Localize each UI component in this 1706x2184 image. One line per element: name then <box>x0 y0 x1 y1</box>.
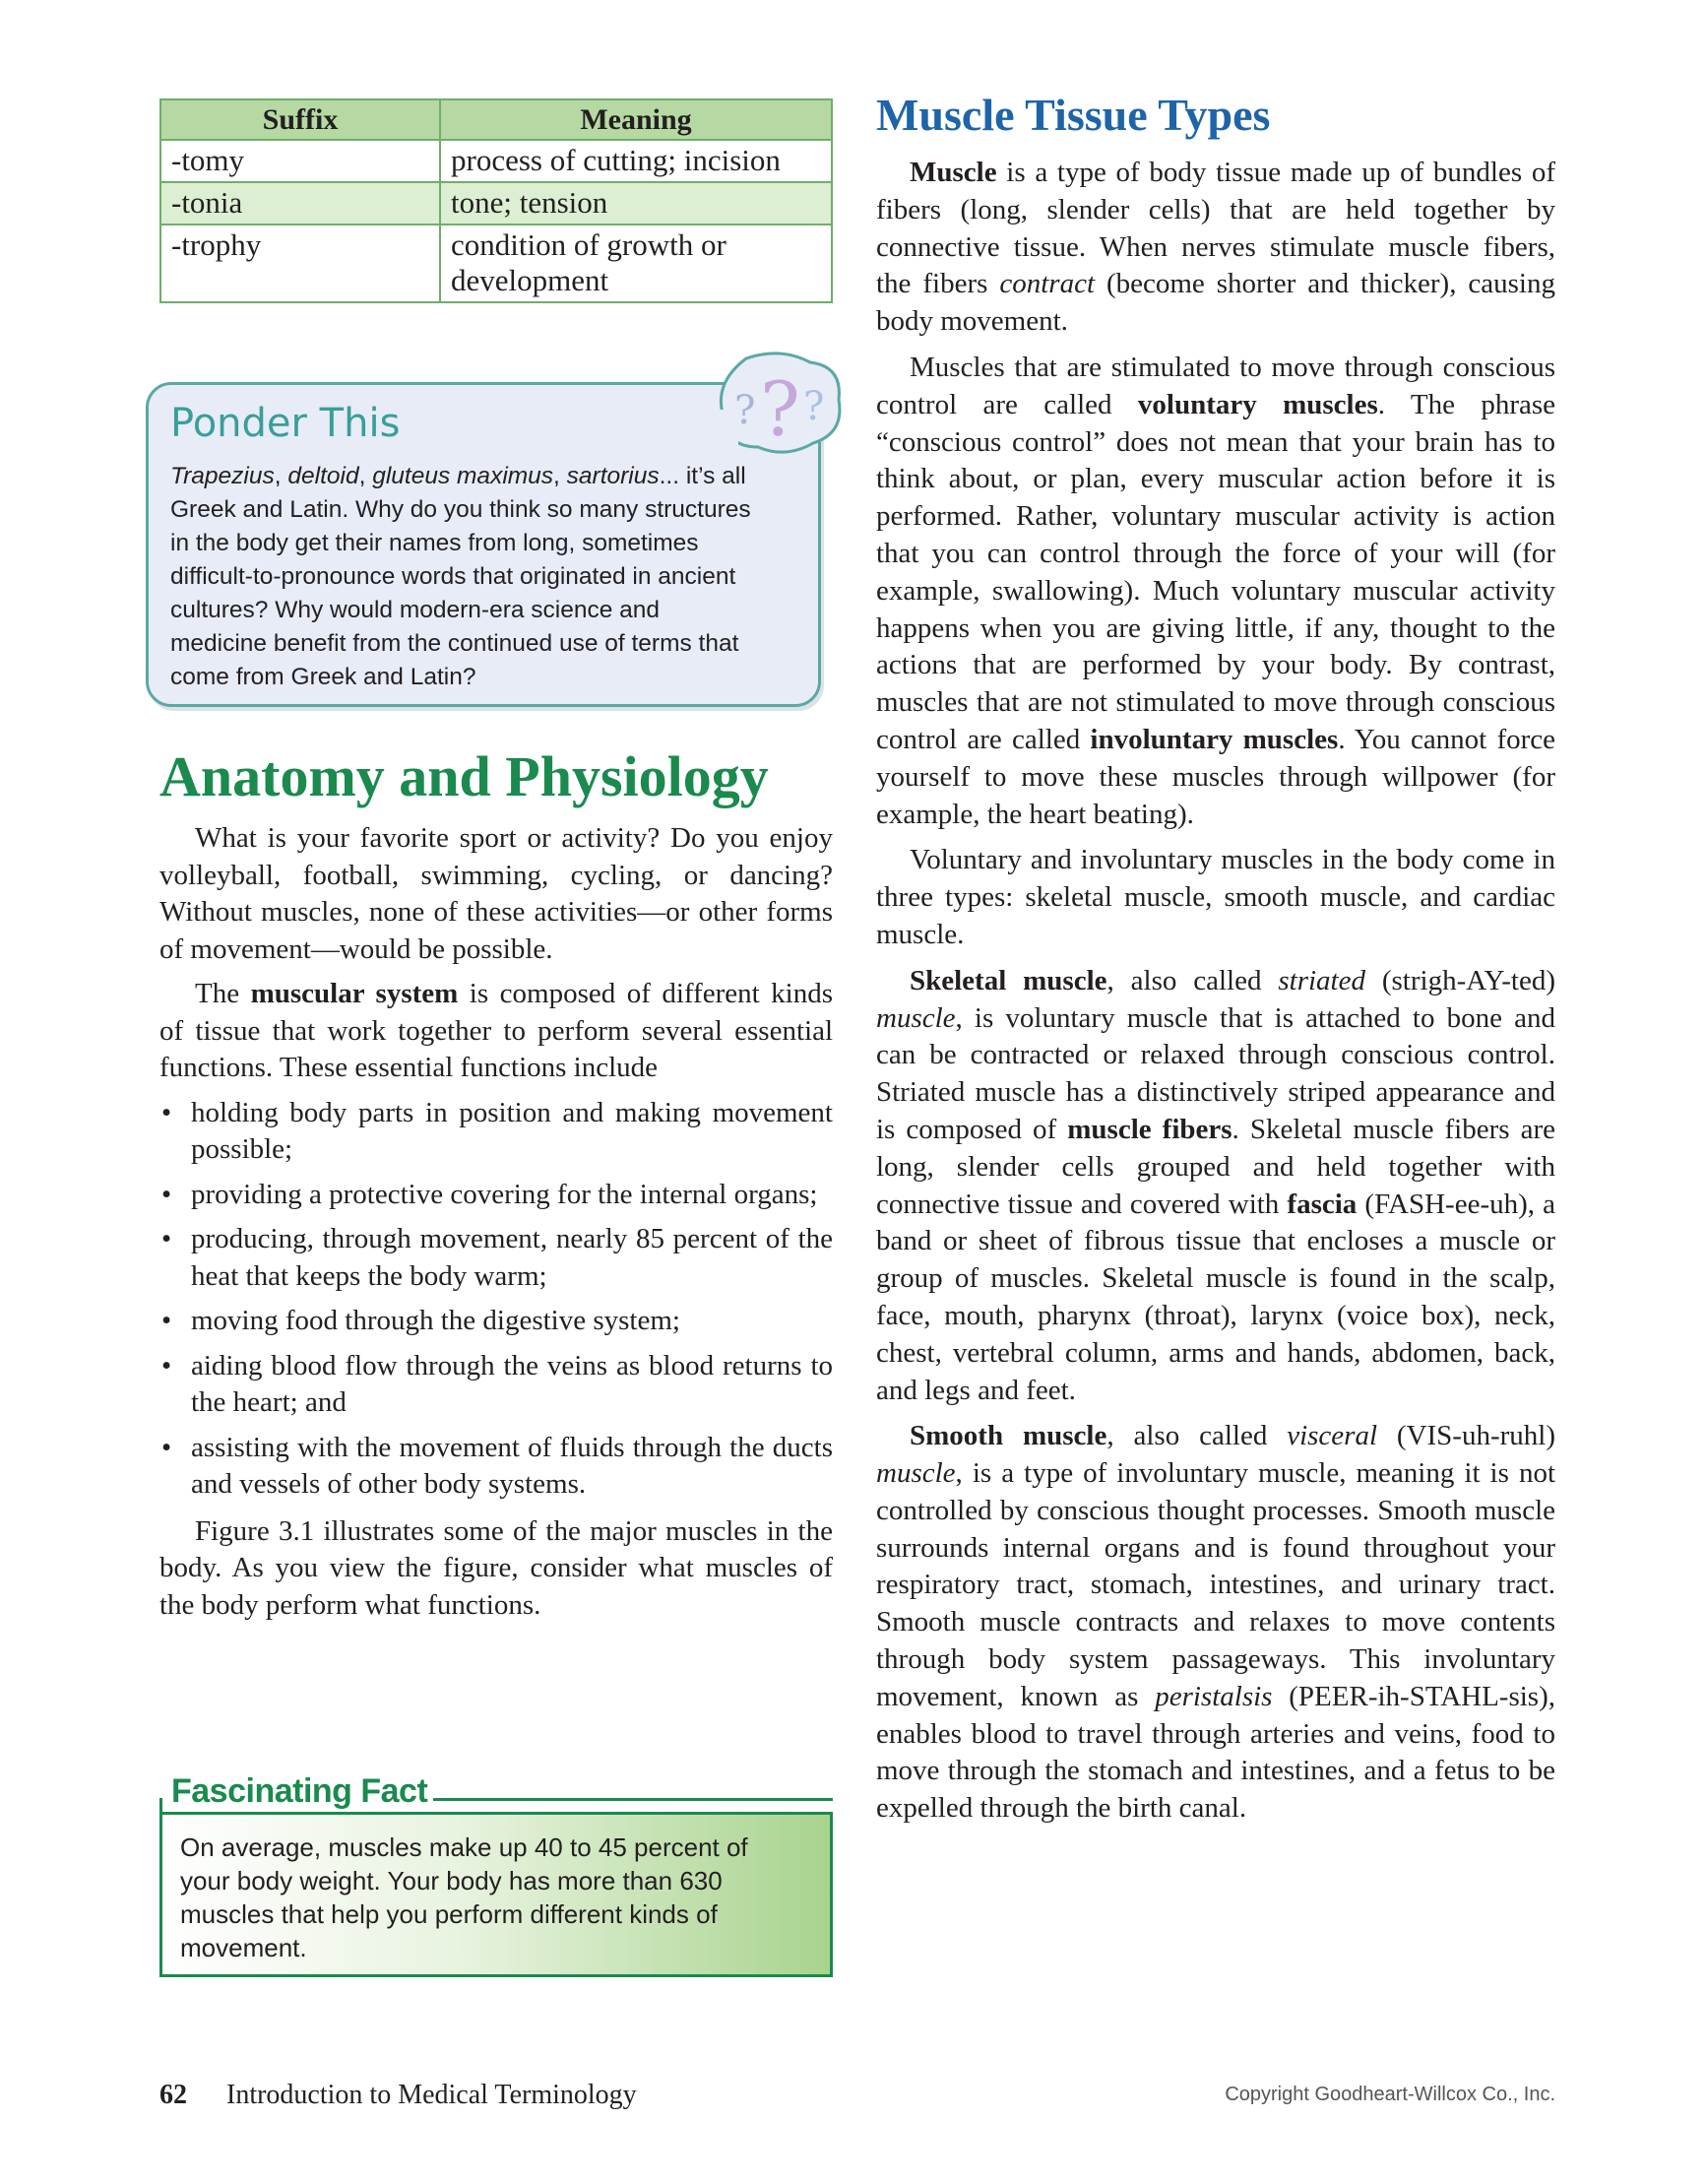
paragraph: Smooth muscle, also called visceral (VIS-uh-ruhl) muscle, is a type of involuntary muscle, meaning it is not controlled by conscious thought processes. Smooth muscle surrounds internal organs and is found throughout your respiratory tract, stomach, intestines, and urinary tract. Smooth muscle contracts and relaxes to move contents through body system passageways. This involuntary movement, known as peristalsis (PEER-ih-STAHL-sis), enables blood to travel through arteries and veins, food to move through the stomach and intestines, and a fetus to be expelled through the birth canal. <box>876 1420 1556 1825</box>
page-footer <box>159 2080 1555 2111</box>
paragraph: Voluntary and involuntary muscles in the body come in three types: skeletal muscle, smooth muscle, and cardiac muscle. <box>876 844 1555 950</box>
meaning-cell: tone; tension <box>440 182 832 225</box>
copyright-notice: Copyright Goodheart-Willcox Co., Inc. <box>1225 2084 1555 2105</box>
key-term: involuntary muscles <box>1090 723 1339 755</box>
table-row <box>160 140 832 182</box>
list-item: • holding body parts in position and making movement possible; <box>161 1096 833 1165</box>
section-heading-muscle-tissue-types: Muscle Tissue Types <box>876 90 1271 140</box>
table-row <box>160 225 832 302</box>
ponder-term: gluteus maximus <box>372 463 554 489</box>
suffix-cell: -trophy <box>160 225 440 302</box>
page-number: 62 <box>159 2080 187 2110</box>
paragraph: Muscles that are stimulated to move through conscious control are called voluntary muscles. The phrase “conscious control” does not mean that your brain has to think about, or plan, every muscular action before it is performed. Rather, voluntary muscular activity is action that you can control through the force of your will (for example, swallowing). Much voluntary muscular activity happens when you are giving little, if any, thought to the actions that are performed by your body. By contrast, muscles that are not stimulated to move through conscious control are called involuntary muscles. You cannot force yourself to move these muscles through willpower (for example, the heart beating). <box>876 351 1556 830</box>
table-header-row <box>160 99 832 140</box>
section-heading-anatomy: Anatomy and Physiology <box>159 744 769 808</box>
ponder-title: Ponder This <box>170 401 401 446</box>
text-span: The <box>195 978 251 1009</box>
suffix-cell: -tomy <box>160 140 440 182</box>
fact-title-rule <box>433 1798 833 1801</box>
question-marks-icon <box>717 349 845 465</box>
suffix-table <box>159 98 833 303</box>
key-term: Smooth muscle <box>910 1420 1107 1452</box>
list-item: • moving food through the digestive system; <box>161 1305 680 1336</box>
svg-text:?: ? <box>803 384 825 429</box>
key-term: muscle fibers <box>1067 1113 1232 1145</box>
ponder-body: Trapezius, deltoid, gluteus maximus, sartorius... it’s all Greek and Latin. Why do you think so many structures in the body get their names from long, sometimes difficult-to-pronounce words that originated in ancient cultures? Why would modern-era science and medicine benefit from the continued use of terms that come from Greek and Latin? <box>170 463 751 690</box>
paragraph: Skeletal muscle, also called striated (strigh-AY-ted) muscle, is voluntary muscle that is attached to bone and can be contracted or relaxed through conscious control. Striated muscle has a distinctively striped appearance and is composed of muscle fibers. Skeletal muscle fibers are long, slender cells grouped and held together with connective tissue and covered with fascia (FASH-ee-uh), a band or sheet of fibrous tissue that encloses a muscle or group of muscles. Skeletal muscle is found in the scalp, face, mouth, pharynx (throat), larynx (voice box), neck, chest, vertebral column, arms and hands, abdomen, back, and legs and feet. <box>876 964 1556 1406</box>
text-span: is composed of different kinds of tissue that work together to perform several essential functions. These essential functions include <box>159 978 834 1083</box>
paragraph <box>159 976 833 1087</box>
fascinating-fact-title: Fascinating Fact <box>171 1772 433 1811</box>
ponder-text: it’s all Greek and Latin. Why do you think so many structures in the body get their names from long, sometimes difficult-to-pronounce words that originated in ancient cultures? Why would modern-era science and medicine benefit from the continued use of terms that come from Greek and Latin? <box>170 463 751 690</box>
table-row <box>160 182 832 225</box>
meaning-cell: process of cutting; incision <box>440 140 832 182</box>
ponder-term: sartorius <box>566 463 660 489</box>
suffix-table-container <box>159 98 833 303</box>
key-term: Skeletal muscle <box>910 964 1107 996</box>
muscle-types-text <box>876 155 1555 1828</box>
list-item: • producing, through movement, nearly 85 percent of the heat that keeps the body warm; <box>161 1223 833 1292</box>
key-term: fascia <box>1287 1188 1358 1220</box>
key-term: muscular system <box>250 978 459 1009</box>
meaning-cell: condition of growth or development <box>440 225 832 302</box>
paragraph: Figure 3.1 illustrates some of the major muscles in the body. As you view the figure, consider what muscles of the body perform what functions. <box>159 1514 833 1621</box>
ponder-term: Trapezius <box>170 463 275 489</box>
svg-text:?: ? <box>760 365 800 453</box>
ponder-term: deltoid <box>287 463 359 489</box>
function-list <box>159 1095 833 1504</box>
key-term: Muscle <box>910 157 997 188</box>
suffix-cell: -tonia <box>160 182 440 225</box>
key-term: voluntary muscles <box>1137 388 1378 420</box>
right-column <box>876 89 1555 1836</box>
column-header-meaning: Meaning <box>440 99 832 140</box>
paragraph: What is your favorite sport or activity? Do you enjoy volleyball, football, swimming, cycling, or dancing? Without muscles, none of these activities—or other forms of movement—would be possible. <box>159 822 833 965</box>
list-item: • assisting with the movement of fluids through the ducts and vessels of other body systems. <box>161 1431 833 1500</box>
fact-body: On average, muscles make up 40 to 45 percent of your body weight. Your body has more than 630 muscles that help you perform different kinds of movement. <box>180 1832 748 1962</box>
anatomy-text <box>159 820 833 1632</box>
column-header-suffix: Suffix <box>160 99 440 140</box>
svg-text:?: ? <box>734 388 756 433</box>
list-item: • aiding blood flow through the veins as blood returns to the heart; and <box>161 1349 833 1418</box>
list-item: • providing a protective covering for the internal organs; <box>161 1178 818 1210</box>
paragraph: Muscle is a type of body tissue made up of bundles of fibers (long, slender cells) that are held together by connective tissue. When nerves stimulate muscle fibers, the fibers contract (become shorter and thicker), causing body movement. <box>876 157 1555 338</box>
fascinating-fact-box <box>159 1812 833 1977</box>
book-title: Introduction to Medical Terminology <box>226 2080 637 2110</box>
